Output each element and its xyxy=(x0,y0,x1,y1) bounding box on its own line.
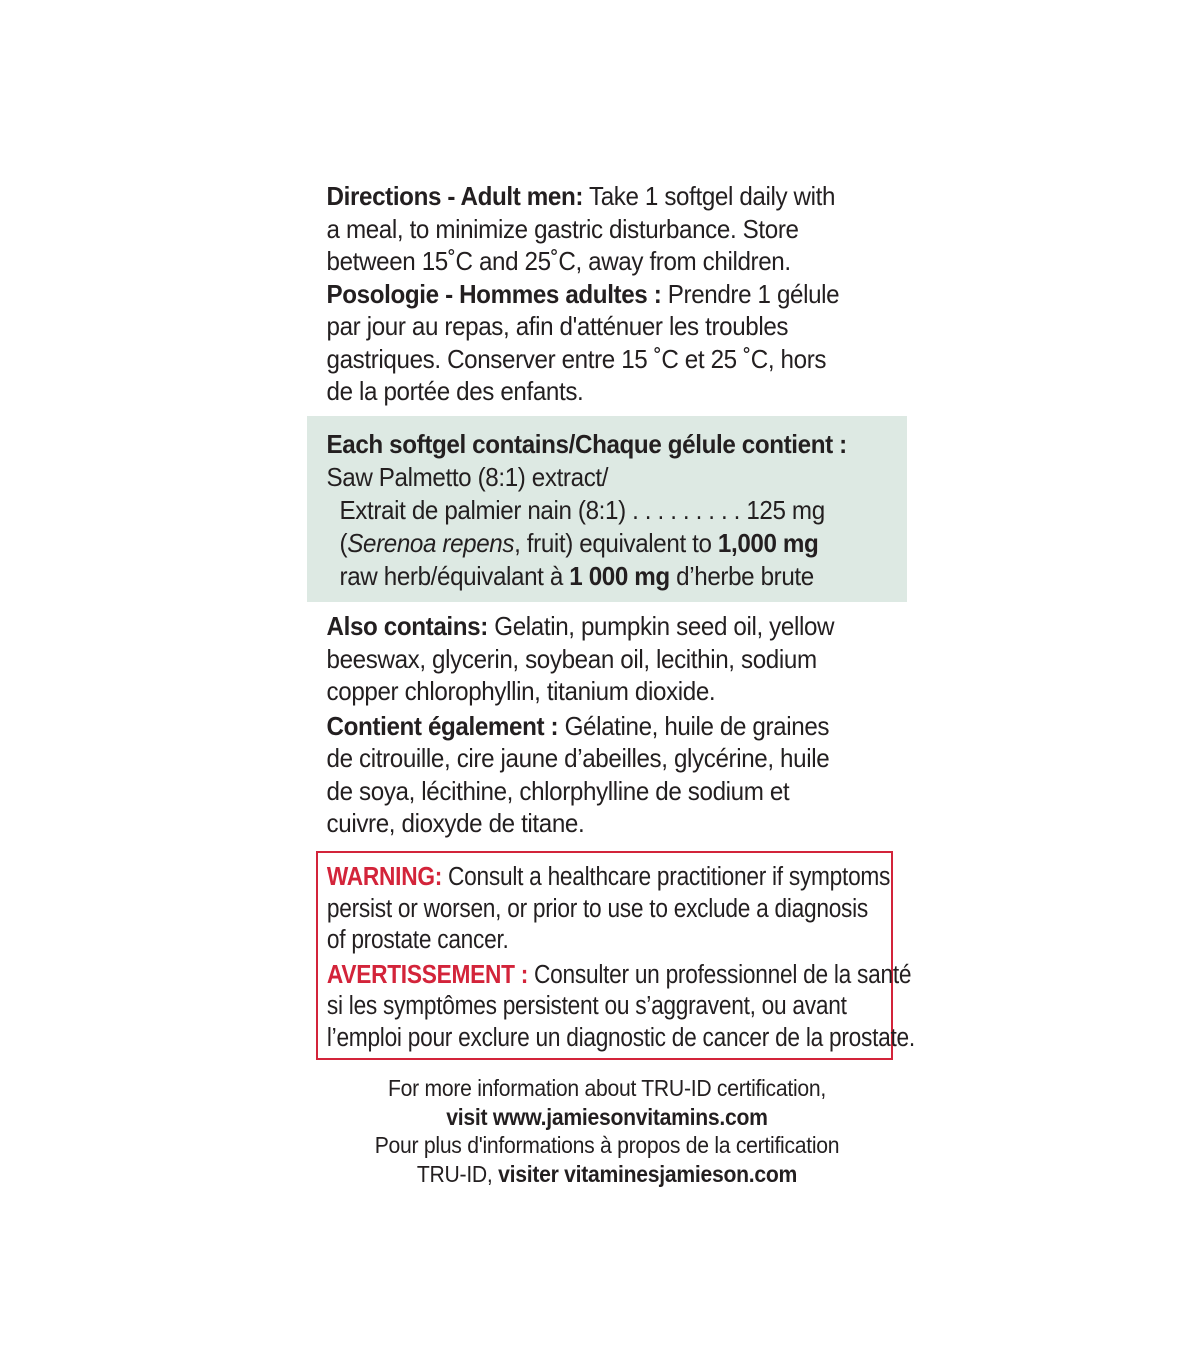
warning-fr-label: AVERTISSEMENT : xyxy=(326,960,529,989)
also-fr-label: Contient également : xyxy=(326,710,559,741)
also-contains-section xyxy=(307,610,907,840)
directions-fr-label: Posologie - Hommes adultes : xyxy=(326,278,662,309)
warning-en-label: WARNING: xyxy=(326,863,443,891)
contents-heading: Each softgel contains/Chaque gélule contient : xyxy=(326,429,847,459)
directions-text: Directions - Adult men: Take 1 softgel daily with a meal, to minimize gastric disturbance. Store between 15˚C and 25˚C, away from children. Posologie - Hommes adultes : Prendre 1 gélule par jour au repas, afin d'atténuer les troubles gastriques. Conserver entre 15 ˚C et 25 ˚C, hors de la portée des enfants. xyxy=(326,181,840,406)
footer-link-fr: visiter vitaminesjamieson.com xyxy=(498,1160,798,1187)
ingredient-row: Extrait de palmier nain (8:1) . . . . . . . . . 125 mg xyxy=(339,495,825,525)
warning-box xyxy=(316,851,915,1060)
latin-name: Serenoa repens xyxy=(347,528,515,558)
footer-line-1: For more information about TRU-ID certification, xyxy=(388,1075,826,1101)
directions-en-label: Directions - Adult men: xyxy=(326,181,584,211)
also-en-label: Also contains: xyxy=(326,611,488,641)
footer-info: For more information about TRU-ID certification, visit www.jamiesonvitamins.com Pour plus d'informations à propos de la certification TRU-ID, visiter vitaminesjamieson.com xyxy=(307,1074,907,1188)
warning-text: WARNING: Consult a healthcare practitioner if symptoms persist or worsen, or prior to use to exclude a diagnosis of prostate cancer. AVERTISSEMENT : Consulter un professionnel de la santé si les symptômes persistent ou s’aggravent, ou avant l’emploi pour exclure un diagnostic de cancer de la prostate. xyxy=(326,863,915,1052)
contents-box xyxy=(307,416,907,602)
directions-section xyxy=(307,180,907,408)
also-contains-text: Also contains: Gelatin, pumpkin seed oil, yellow beeswax, glycerin, soybean oil, lecithin, sodium copper chlorophyllin, titanium dioxide. Contient également : Gélatine, huile de graines de citrouille, cire jaune d’abeilles, glycérine, huile de soya, lécithine, chlorphylline de sodium et cuivre, dioxyde de titane. xyxy=(326,611,835,838)
ingredient-amount: 125 mg xyxy=(746,495,825,525)
footer-link-en: visit www.jamiesonvitamins.com xyxy=(446,1103,768,1130)
ingredient-name-en: Saw Palmetto (8:1) extract/ xyxy=(326,462,609,492)
footer-line-3: Pour plus d'informations à propos de la certification xyxy=(374,1132,840,1158)
contents-text: Each softgel contains/Chaque gélule contient : Saw Palmetto (8:1) extract/ Extrait de palmier nain (8:1) . . . . . . . . . 125 mg (Serenoa repens, fruit) equivalent to 1,000 mg raw herb/équivalant à 1 000 mg d’herbe brute xyxy=(307,428,865,593)
